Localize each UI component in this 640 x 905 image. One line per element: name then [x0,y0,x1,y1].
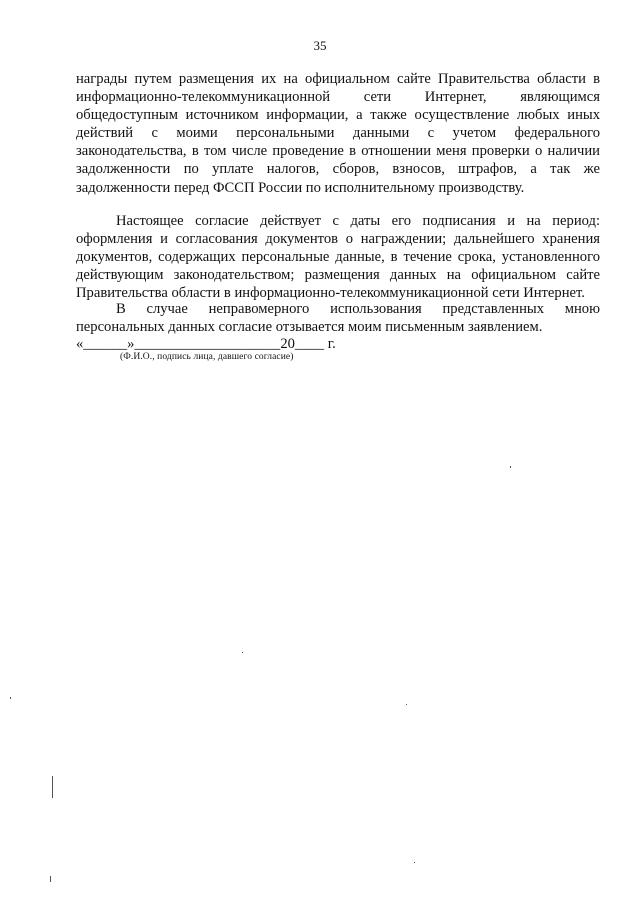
scan-mark [510,466,511,468]
signature-date-line: «______»____________________20____ г. [76,336,336,352]
scan-mark [10,697,11,699]
scan-mark [52,776,53,798]
paragraph-validity-period: Настоящее согласие действует с даты его подписания и на период: оформления и согласования документов о награждении; дальнейшего хранения документов, содержащих персональные данные, в течение срока, установленного действующим законодательством; размещения данных на официальном сайте Правительства области в информационно-телекоммуникационной сети Интернет. [76,213,600,302]
page-number: 35 [313,38,327,53]
scan-mark [406,704,407,705]
signature-caption: (Ф.И.О., подпись лица, давшего согласие) [120,352,294,362]
scan-mark [414,862,415,863]
paragraph-revocation: В случае неправомерного использования представленных мною персональных данных согласие отзывается моим письменным заявлением. [76,301,600,336]
paragraph-consent-continuation: награды путем размещения их на официальном сайте Правительства области в информационно-телекоммуникационной сети Интернет, являющимся общедоступным источником информации, а также осуществление любых иных действий с моими персональными данными с учетом федерального законодательства, в том числе проведение в отношении меня проверки о наличии задолженности по уплате налогов, сборов, взносов, штрафов, а так же задолженности перед ФССП России по исполнительному производству. [76,71,600,196]
scan-mark [242,652,243,653]
scan-mark [50,876,51,882]
